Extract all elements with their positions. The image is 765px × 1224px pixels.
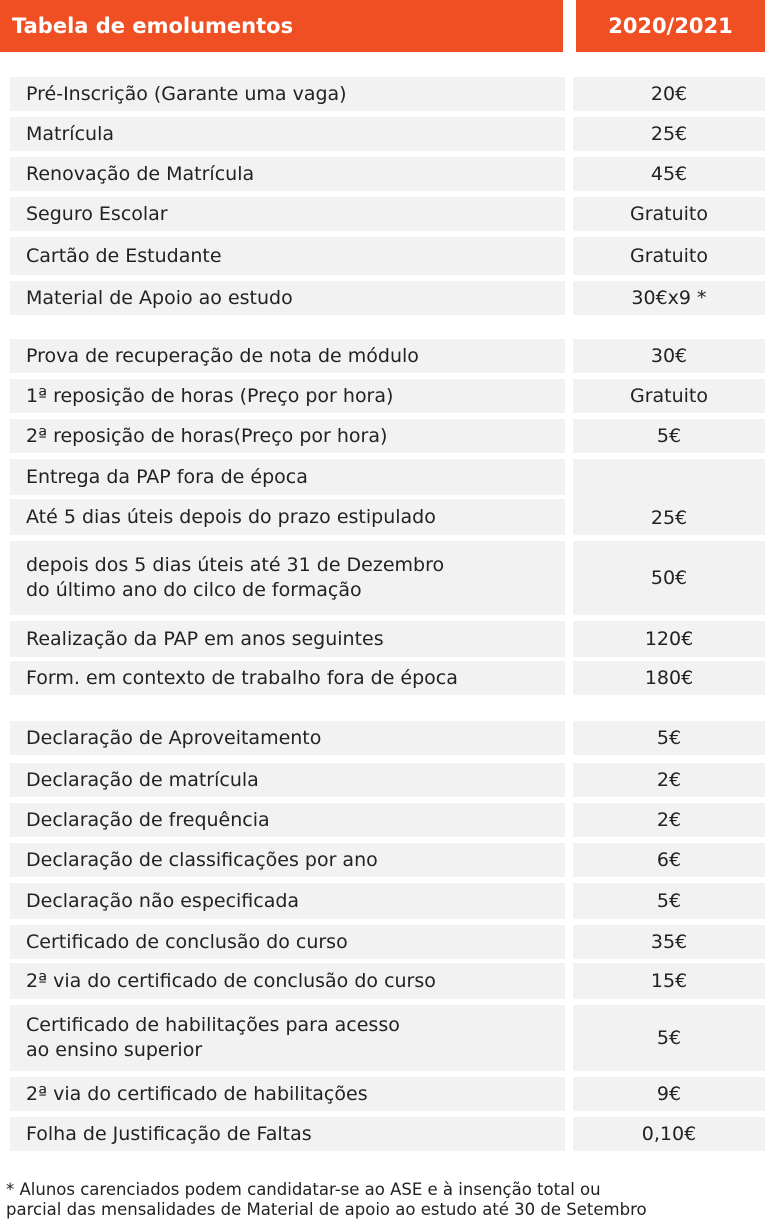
fee-value-reposicao-1: Gratuito (573, 379, 765, 413)
fee-label-segunda-via-habilitacoes: 2ª via do certificado de habilitações (10, 1077, 565, 1111)
fee-label-certificado-habilitacoes: Certificado de habilitações para acesso ao ensino superior (10, 1005, 565, 1071)
fee-value-pap-depois-5-dias: 50€ (573, 541, 765, 615)
fee-value-declaracao-nao-especificada: 5€ (573, 883, 765, 919)
fee-value-seguro: Gratuito (573, 197, 765, 231)
fee-value-renovacao: 45€ (573, 157, 765, 191)
fee-value-material: 30€x9 * (573, 281, 765, 315)
table-title (0, 0, 563, 52)
fee-value-reposicao-2: 5€ (573, 419, 765, 453)
fee-label-folha-justificacao: Folha de Justificação de Faltas (10, 1117, 565, 1151)
fee-value-pap-anos-seguintes: 120€ (573, 621, 765, 657)
fee-label-seguro: Seguro Escolar (10, 197, 565, 231)
fee-value-segunda-via-conclusao: 15€ (573, 963, 765, 999)
fee-value-matricula: 25€ (573, 117, 765, 151)
fee-label-declaracao-aproveitamento: Declaração de Aproveitamento (10, 721, 565, 755)
fee-label-certificado-conclusao: Certificado de conclusão do curso (10, 925, 565, 959)
fee-value-certificado-conclusao: 35€ (573, 925, 765, 959)
fee-label-cartao: Cartão de Estudante (10, 237, 565, 275)
fee-label-reposicao-1: 1ª reposição de horas (Preço por hora) (10, 379, 565, 413)
school-year-text: 2020/2021 (608, 14, 733, 38)
footnote: * Alunos carenciados podem candidatar-se ao ASE e à insenção total ou parcial das mensalidades de Material de apoio ao estudo até 30 de Setembro (6, 1180, 647, 1219)
fee-value-cartao: Gratuito (573, 237, 765, 275)
fee-label-pre-inscricao: Pré-Inscrição (Garante uma vaga) (10, 77, 565, 111)
fee-label-material: Material de Apoio ao estudo (10, 281, 565, 315)
fee-label-segunda-via-conclusao: 2ª via do certificado de conclusão do curso (10, 963, 565, 999)
table-title-text: Tabela de emolumentos (12, 14, 294, 38)
fee-value-pre-inscricao: 20€ (573, 77, 765, 111)
fee-label-renovacao: Renovação de Matrícula (10, 157, 565, 191)
fee-label-prova-recuperacao: Prova de recuperação de nota de módulo (10, 339, 565, 373)
fee-value-pap-ate-5-dias: 25€ (573, 459, 765, 535)
fee-value-declaracao-aproveitamento: 5€ (573, 721, 765, 755)
fee-label-pap-fora-epoca: Entrega da PAP fora de época (10, 459, 565, 495)
fee-value-folha-justificacao: 0,10€ (573, 1117, 765, 1151)
fee-label-pap-depois-5-dias: depois dos 5 dias úteis até 31 de Dezembro do último ano do cilco de formação (10, 541, 565, 615)
fee-label-declaracao-classificacoes: Declaração de classificações por ano (10, 843, 565, 877)
fee-label-reposicao-2: 2ª reposição de horas(Preço por hora) (10, 419, 565, 453)
fee-value-declaracao-classificacoes: 6€ (573, 843, 765, 877)
fee-label-pap-anos-seguintes: Realização da PAP em anos seguintes (10, 621, 565, 657)
fee-value-declaracao-matricula: 2€ (573, 763, 765, 797)
fee-label-pap-ate-5-dias: Até 5 dias úteis depois do prazo estipulado (10, 499, 565, 535)
fee-value-prova-recuperacao: 30€ (573, 339, 765, 373)
fee-label-declaracao-frequencia: Declaração de frequência (10, 803, 565, 837)
fee-label-declaracao-matricula: Declaração de matrícula (10, 763, 565, 797)
school-year-header (576, 0, 765, 52)
fee-value-fct-fora-epoca: 180€ (573, 661, 765, 695)
fee-label-declaracao-nao-especificada: Declaração não especificada (10, 883, 565, 919)
fee-value-certificado-habilitacoes: 5€ (573, 1005, 765, 1071)
fee-label-matricula: Matrícula (10, 117, 565, 151)
fee-value-segunda-via-habilitacoes: 9€ (573, 1077, 765, 1111)
fee-value-declaracao-frequencia: 2€ (573, 803, 765, 837)
fee-label-fct-fora-epoca: Form. em contexto de trabalho fora de época (10, 661, 565, 695)
